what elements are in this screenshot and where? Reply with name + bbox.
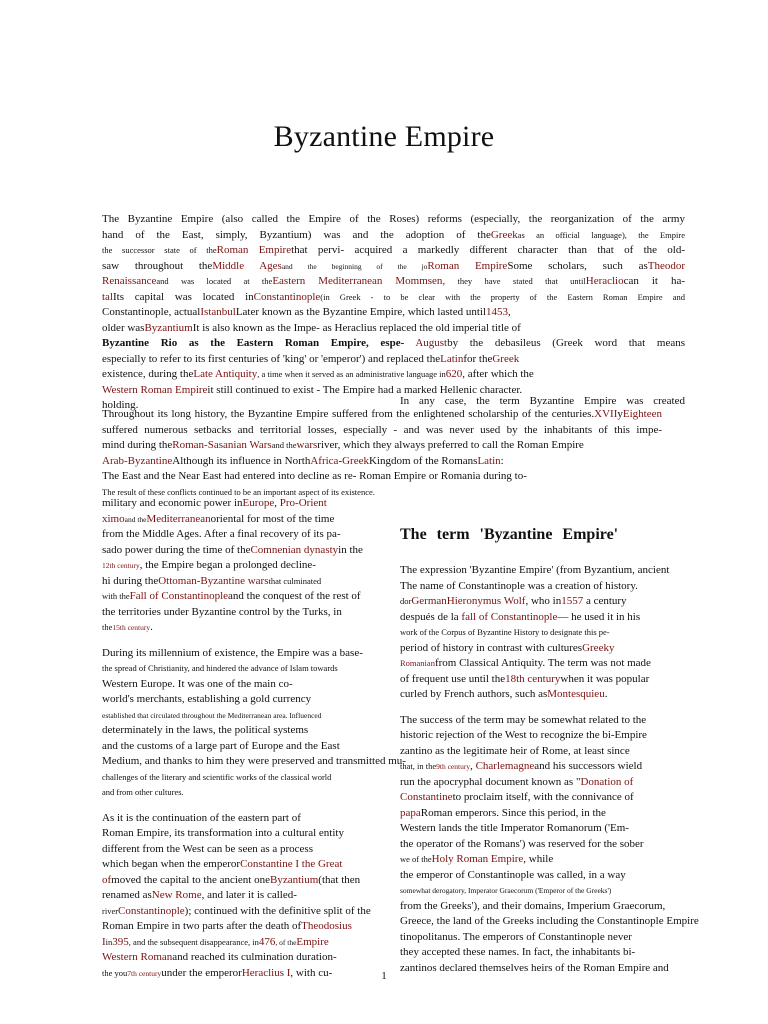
- text-run: a century: [583, 595, 627, 607]
- wiki-link[interactable]: Mediterranean: [146, 512, 211, 525]
- text-run: which began when the emperor: [102, 858, 241, 870]
- wiki-link[interactable]: fall of Constantinople: [461, 610, 558, 623]
- text-line: [400, 837, 685, 853]
- wiki-link[interactable]: Fall of Constantinople: [129, 590, 229, 602]
- text-line: [102, 454, 662, 470]
- text-run: Western lands the title Imperator Romanorum ('Em-: [400, 822, 629, 834]
- text-run: .: [150, 621, 153, 633]
- text-run: that pervi- acquired a markedly different character than that of the old-: [291, 244, 686, 256]
- text-run: they have stated that until: [445, 276, 586, 286]
- text-run: river, which they always preferred to call the Roman Empire: [317, 439, 584, 451]
- text-line: [400, 625, 685, 641]
- text-line: [400, 744, 685, 760]
- wiki-link[interactable]: Greek: [342, 454, 369, 467]
- text-run: y: [617, 408, 623, 420]
- text-line: [102, 274, 685, 290]
- text-line: [102, 811, 367, 827]
- text-run: Roman Empire, its transformation into a cultural entity: [102, 827, 344, 839]
- text-run: challenges of the literary and scientific works of the classical world: [102, 771, 332, 782]
- text-line: [102, 605, 367, 621]
- text-run: Throughout its long history, the Byzantine Empire suffered from the enlightened scholarship of the centuries.: [102, 408, 595, 420]
- text-run: somewhat derogatory, Imperator Graecorum ('Emperor of the Greeks'): [400, 886, 612, 895]
- text-run: and his successors wield: [534, 760, 643, 772]
- wiki-link[interactable]: Theodosius: [301, 920, 352, 932]
- text-run: especially to refer to its first centuries of 'king' or 'emperor') and replaced the: [102, 352, 441, 365]
- wiki-link[interactable]: Africa: [310, 454, 339, 467]
- text-line: [102, 243, 685, 259]
- text-run: different from the West can be seen as a process: [102, 842, 313, 855]
- wiki-link[interactable]: Byzantium: [144, 321, 193, 334]
- text-run: they accepted these names. In fact, the inhabitants bi-: [400, 946, 636, 958]
- paragraph: [400, 563, 685, 703]
- text-line: [102, 352, 685, 368]
- wiki-link[interactable]: Greek: [492, 352, 520, 365]
- text-run: , after which the: [462, 368, 534, 380]
- text-run: of frequent use until the: [400, 672, 506, 685]
- wiki-link[interactable]: Greek: [582, 641, 609, 654]
- text-run: Constantinople, actual: [102, 306, 201, 318]
- text-run: existence, during the: [102, 368, 194, 380]
- wiki-link[interactable]: Charlemagne: [475, 760, 535, 772]
- text-line: [102, 321, 685, 337]
- wiki-link[interactable]: Eighteen: [622, 408, 662, 420]
- text-line: [102, 228, 685, 244]
- text-run: The success of the term may be somewhat related to the: [400, 713, 647, 726]
- text-run: , of the: [275, 937, 297, 947]
- text-line: [400, 728, 685, 744]
- wiki-link[interactable]: 476: [258, 935, 276, 948]
- text-run: established that circulated throughout the Mediterranean area. Influenced: [102, 710, 322, 720]
- wiki-link[interactable]: 18th century: [505, 672, 561, 685]
- wiki-link[interactable]: Eastern Mediterranean: [272, 275, 383, 287]
- text-run: zantinos declared themselves heirs of the Roman Empire and: [400, 961, 669, 974]
- text-line: [102, 290, 685, 306]
- text-line: [102, 857, 367, 873]
- right-column: [400, 563, 699, 976]
- text-run: and the customs of a large part of Europe and the East: [102, 739, 340, 752]
- text-run: when it was popular: [560, 672, 650, 685]
- text-run: the spread of Christianity, and hindered the advance of Islam towards: [102, 663, 338, 673]
- text-line: [102, 512, 367, 528]
- text-run: and was located at the: [156, 276, 273, 286]
- wiki-link[interactable]: Latin: [477, 454, 501, 467]
- text-line: [102, 708, 367, 724]
- text-run: as an official language), the Empire: [517, 229, 685, 240]
- wiki-link[interactable]: 12th century: [102, 561, 140, 570]
- wiki-link[interactable]: tal: [102, 290, 113, 303]
- text-run: , and later it is called-: [201, 889, 297, 901]
- text-line: [102, 661, 367, 677]
- text-run: from Classical Antiquity. The term was not made: [434, 657, 651, 669]
- wiki-link[interactable]: German: [411, 595, 447, 607]
- text-line: [102, 935, 367, 951]
- wiki-link[interactable]: Constantine I the Great: [240, 858, 343, 870]
- text-line: [400, 563, 685, 579]
- text-line: [400, 930, 685, 946]
- wiki-link[interactable]: Constantinople: [253, 290, 321, 303]
- text-run: work of the Corpus of Byzantine History to designate this pe-: [400, 627, 610, 637]
- text-run: by the debasileus (Greek word that means: [447, 337, 685, 349]
- text-run: Byzantine Rio as the Eastern Roman Empire, espe-: [102, 337, 405, 349]
- text-run: Kingdom of the Romans: [368, 454, 478, 467]
- text-line: [102, 336, 685, 352]
- text-run: -: [338, 454, 343, 467]
- wiki-link[interactable]: Holy Roman Empire: [431, 853, 524, 865]
- text-run: Roman Empire in two parts after the death of: [102, 920, 302, 932]
- text-run: , the Empire began a prolonged decline-: [139, 559, 316, 571]
- text-run: Although its influence in North: [172, 454, 311, 467]
- text-line: [102, 212, 685, 228]
- text-run: and the conquest of the rest of: [228, 590, 361, 602]
- text-line: [102, 677, 367, 693]
- text-run: , a time when it served as an administrative language in: [257, 369, 446, 379]
- text-line: [102, 259, 685, 275]
- wiki-link[interactable]: Arab-Byzantine: [102, 454, 173, 467]
- wiki-link[interactable]: Constantinople: [118, 904, 185, 917]
- text-run: from the Greeks'), and their domains, Imperium Graecorum,: [400, 899, 666, 912]
- text-line: [102, 496, 367, 512]
- text-run: (that then: [318, 873, 361, 886]
- text-run: and from other cultures.: [102, 787, 184, 797]
- text-run: Roman emperors. Since this period, in the: [420, 806, 606, 819]
- page-number: 1: [381, 970, 387, 982]
- text-run: world's merchants, establishing a gold currency: [102, 693, 312, 705]
- wiki-link[interactable]: Latin: [440, 352, 464, 365]
- paragraph: [102, 811, 371, 982]
- wiki-link[interactable]: Constantine: [400, 791, 453, 803]
- wiki-link[interactable]: of: [102, 873, 112, 886]
- wiki-link[interactable]: y: [608, 641, 615, 654]
- text-line: [102, 739, 367, 755]
- text-run: [382, 275, 395, 287]
- text-run: from the Middle Ages. After a final recovery of its pa-: [102, 528, 341, 540]
- text-line: [102, 888, 367, 904]
- paragraph: [102, 496, 367, 636]
- wiki-link[interactable]: 9th century: [436, 762, 471, 771]
- text-run: Its capital was located in: [113, 290, 254, 303]
- text-run: ); continued with the definitive split of the: [184, 904, 371, 917]
- wiki-link[interactable]: 620: [445, 368, 463, 380]
- wiki-link[interactable]: Montesquieu: [547, 688, 605, 700]
- text-run: in: [105, 936, 113, 947]
- text-run: it still continued to exist - The Empire had a marked Hellenic character.: [207, 383, 523, 396]
- text-run: The name of Constantinople was a creation of history.: [400, 579, 638, 592]
- text-run: we of the: [400, 854, 432, 864]
- text-line: [400, 713, 685, 729]
- text-run: — he used it in his: [557, 610, 641, 623]
- paragraph: [400, 713, 699, 977]
- text-run: Western Europe. It was one of the main co-: [102, 677, 293, 690]
- wiki-link[interactable]: New Rome: [151, 889, 202, 901]
- text-run: The Byzantine Empire (also called the Empire of the Roses) reforms (especially, the reorganization of the army: [102, 213, 685, 225]
- text-line: [400, 945, 685, 961]
- text-run: oriental for most of the time: [210, 512, 335, 525]
- text-run: The East and the Near East had entered into decline as re- Roman Empire or Romania during to-: [102, 470, 527, 482]
- wiki-link[interactable]: Pro-Orient: [279, 497, 327, 509]
- text-run: During its millennium of existence, the Empire was a base-: [102, 646, 363, 659]
- wiki-link[interactable]: Romanian: [400, 658, 435, 668]
- text-line: [102, 589, 367, 605]
- text-line: [102, 873, 367, 889]
- text-line: [400, 914, 699, 930]
- text-line: [400, 852, 685, 868]
- text-line: [400, 899, 685, 915]
- text-line: [102, 620, 367, 636]
- text-run: river: [102, 905, 119, 916]
- text-run: Later known as the Byzantine Empire, which lasted until: [235, 306, 487, 318]
- text-run: military and economic power in: [102, 497, 243, 509]
- wiki-link[interactable]: Middle Ages: [212, 259, 282, 272]
- text-line: [102, 305, 685, 321]
- text-run: that, in the: [400, 761, 437, 771]
- wiki-link[interactable]: Mommsen,: [395, 275, 446, 287]
- text-run: the successor state of the: [102, 245, 217, 255]
- text-run: As it is the continuation of the eastern part of: [102, 811, 301, 824]
- wiki-link[interactable]: XVII: [594, 408, 618, 420]
- text-run: and the beginning of the jo: [281, 261, 428, 271]
- wiki-link[interactable]: Byzantium: [270, 873, 319, 886]
- text-line: [102, 527, 367, 543]
- text-run: the territories under Byzantine control by the Turks, in: [102, 605, 342, 618]
- text-run: ,: [470, 760, 476, 772]
- text-run: , who in: [525, 595, 562, 607]
- text-line: [102, 723, 367, 739]
- text-run: and the: [124, 514, 147, 524]
- wiki-link[interactable]: wars: [296, 439, 318, 451]
- text-run: The result of these conflicts continued to be an important aspect of its existence.: [102, 486, 375, 497]
- right-intro-text: In any case, the term Byzantine Empire was created: [400, 395, 685, 407]
- text-line: [102, 692, 367, 708]
- wiki-link[interactable]: Comnenian dynasty: [250, 543, 339, 556]
- wiki-link[interactable]: Europe: [242, 497, 275, 509]
- text-run: hi during the: [102, 574, 159, 587]
- wiki-link[interactable]: Western Roman Empire: [102, 383, 208, 396]
- text-run: in the: [338, 543, 363, 556]
- text-run: :: [500, 454, 504, 467]
- wiki-link[interactable]: Empire: [296, 935, 329, 948]
- text-line: [400, 790, 685, 806]
- text-line: [102, 770, 367, 786]
- wiki-link[interactable]: 395: [112, 935, 129, 948]
- wiki-link[interactable]: I: [102, 935, 106, 948]
- text-line: [400, 656, 685, 672]
- wiki-link[interactable]: Istanbul: [200, 306, 236, 318]
- text-run: It is also known as the Impe- as Heraclius replaced the old imperial title of: [192, 321, 521, 334]
- text-line: [102, 919, 367, 935]
- wiki-link[interactable]: Theodor: [647, 259, 686, 272]
- text-line: [400, 759, 685, 775]
- wiki-link[interactable]: Donation of: [580, 775, 634, 788]
- text-line: [102, 438, 662, 454]
- text-line: [102, 558, 367, 574]
- text-line: [102, 842, 367, 858]
- text-line: [400, 672, 685, 688]
- text-run: and reached its culmination duration-: [172, 951, 337, 963]
- text-line: [102, 407, 662, 423]
- wiki-link[interactable]: 15th century: [112, 623, 151, 632]
- text-line: [102, 785, 367, 801]
- text-run: hand of the East, simply, Byzantium) was and the adoption of the: [102, 228, 491, 241]
- text-line: [400, 806, 685, 822]
- wiki-link[interactable]: August: [415, 337, 448, 349]
- wiki-link[interactable]: Late Antiquity: [193, 368, 258, 380]
- intro-paragraph: [102, 212, 685, 414]
- wiki-link[interactable]: Renaissance: [102, 275, 157, 287]
- text-run: curled by French authors, such as: [400, 688, 548, 700]
- text-run: , while: [523, 853, 554, 865]
- section-heading: The term 'Byzantine Empire': [400, 526, 619, 543]
- text-run: suffered numerous setbacks and territorial losses, especially - and was never used by the inhabitants of this impe-: [102, 423, 662, 436]
- text-run: the operator of the Romans') was reserved for the sober: [400, 837, 644, 850]
- page-title: Byzantine Empire: [273, 120, 495, 153]
- text-run: the: [102, 622, 113, 632]
- text-run: [404, 337, 415, 349]
- wiki-link[interactable]: 1557: [561, 595, 584, 607]
- text-run: Medium, and thanks to him they were preserved and transmitted mu-: [102, 755, 406, 767]
- wiki-link[interactable]: Heraclius I: [241, 966, 291, 979]
- text-run: historic rejection of the West to recognize the bi-Empire: [400, 729, 647, 741]
- text-run: tinopolitanus. The emperors of Constantinople never: [400, 930, 632, 943]
- text-run: saw throughout the: [102, 259, 213, 272]
- text-line: [102, 543, 367, 559]
- wiki-link[interactable]: Heraclio: [585, 275, 624, 287]
- text-line: [400, 775, 685, 791]
- wiki-link[interactable]: Roman Empire: [427, 259, 508, 272]
- text-run: ,: [508, 306, 511, 318]
- text-line: [400, 610, 685, 626]
- text-line: [102, 423, 662, 439]
- text-run: mind during the: [102, 439, 173, 451]
- text-run: Greece, the land of the Greeks including the Constantinople Empire: [400, 915, 699, 927]
- text-run: period of history in contrast with cultures: [400, 641, 583, 654]
- text-line: [400, 821, 685, 837]
- text-run: , and the subsequent disappearance, in: [128, 936, 259, 947]
- text-line: [400, 883, 685, 899]
- text-run: run the apocryphal document known as ": [400, 775, 581, 788]
- text-run: that culminated: [268, 575, 322, 586]
- text-run: (in Greek - to be clear with the property of the Eastern Roman Empire and: [320, 291, 685, 302]
- text-run: moved the capital to the ancient one: [111, 873, 271, 886]
- text-line: [102, 754, 406, 770]
- text-run: the you: [102, 967, 128, 978]
- text-run: determinately in the laws, the political systems: [102, 724, 309, 736]
- text-line: [102, 574, 367, 590]
- wiki-link[interactable]: 1453: [486, 306, 509, 318]
- text-run: holding.: [102, 399, 139, 411]
- text-run: ,: [274, 497, 280, 509]
- text-run: sado power during the time of the: [102, 543, 251, 556]
- wiki-link[interactable]: ximo: [102, 512, 125, 525]
- text-run: renamed as: [102, 889, 152, 901]
- text-run: , with cu-: [290, 966, 333, 979]
- text-run: for the: [463, 352, 493, 365]
- text-run: and the: [271, 440, 297, 450]
- text-run: zantino as the legitimate heir of Rome, at least since: [400, 744, 630, 757]
- text-run: The expression 'Byzantine Empire' (from Byzantium, ancient: [400, 564, 670, 576]
- text-run: the emperor of Constantinople was called, in a way: [400, 868, 626, 881]
- text-line: [102, 950, 367, 966]
- text-line: [400, 641, 685, 657]
- text-run: to proclaim itself, with the connivance of: [452, 791, 634, 803]
- wiki-link[interactable]: Roman-Sasanian Wars: [172, 439, 272, 451]
- text-line: [400, 868, 685, 884]
- paragraph: [102, 646, 406, 801]
- wiki-link[interactable]: Ottoman-Byzantine wars: [158, 574, 269, 587]
- text-run: .: [604, 688, 608, 700]
- text-line: [400, 687, 685, 703]
- text-run: older was: [102, 321, 145, 334]
- wiki-link[interactable]: Western Roman: [102, 951, 173, 963]
- text-line: [102, 646, 367, 662]
- text-run: después de la: [400, 610, 462, 623]
- wiki-link[interactable]: Greek: [490, 228, 518, 241]
- text-line: [102, 826, 367, 842]
- wiki-link[interactable]: Hieronymus Wolf: [446, 595, 526, 607]
- text-line: [400, 579, 685, 595]
- wiki-link[interactable]: 7th century: [127, 968, 162, 978]
- wiki-link[interactable]: Roman Empire: [216, 244, 292, 256]
- text-run: Some scholars, such as: [507, 259, 648, 272]
- text-run: can it ha-: [623, 275, 685, 287]
- text-run: dor: [400, 596, 412, 606]
- text-line: [400, 594, 685, 610]
- text-run: under the emperor: [161, 966, 242, 979]
- text-line: [102, 469, 662, 485]
- text-line: [102, 904, 371, 920]
- history-paragraph: [102, 407, 662, 500]
- text-line: [102, 367, 685, 383]
- wiki-link[interactable]: papa: [400, 806, 421, 819]
- text-run: with the: [102, 591, 130, 601]
